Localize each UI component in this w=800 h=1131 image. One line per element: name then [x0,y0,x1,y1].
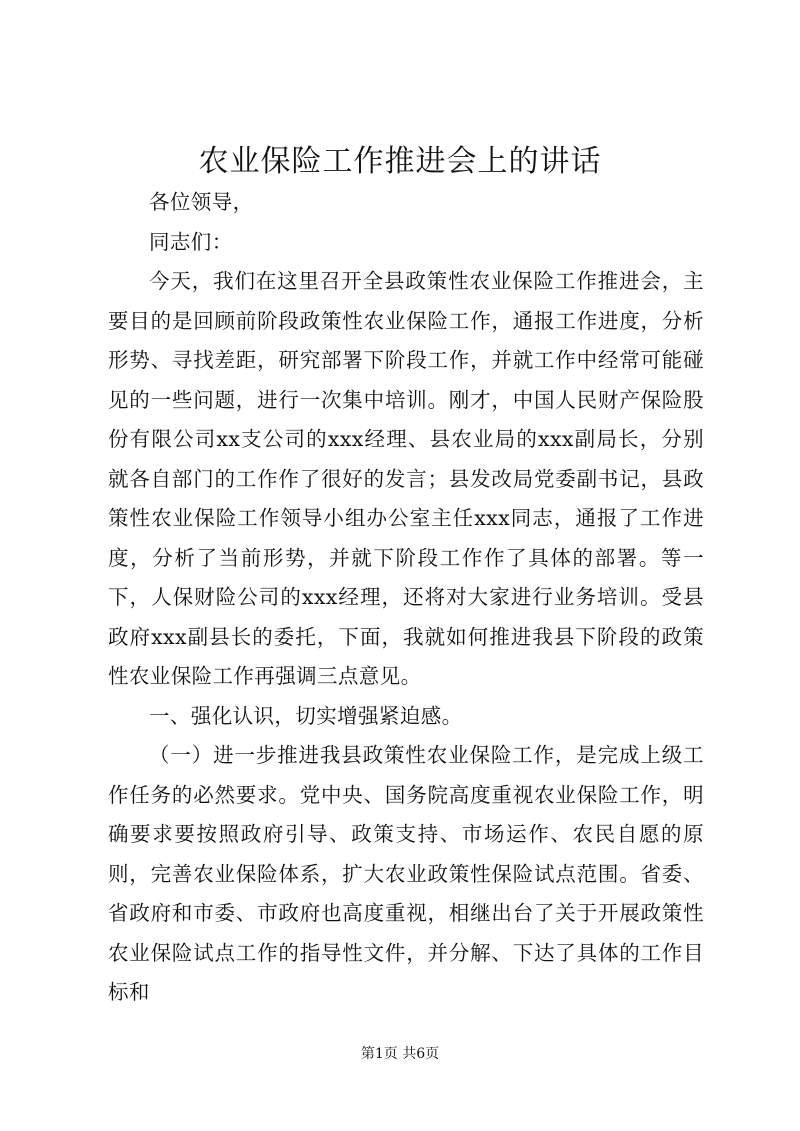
salutation-comrades: 同志们： [149,229,233,254]
section-heading: 一、强化认识，切实增强紧迫感。 [149,703,463,728]
salutation-leaders: 各位领导， [149,190,254,214]
document-body [108,183,704,1013]
page-number-footer: 第1页 共6页 [360,1046,440,1062]
body-paragraph: （一）进一步推进我县政策性农业保险工作，是完成上级工作任务的必然要求。党中央、国务院高度重视农业保险工作，明确要求要按照政府引导、政策支持、市场运作、农民自愿的原则，完善农业保险体系，扩大农业政策性保险试点范围。省委、省政府和市委、市政府也高度重视，相继出台了关于开展政策性农业保险试点工作的指导性文件，并分解、下达了具体的工作目标和 [108,743,704,1004]
body-paragraph: 今天，我们在这里召开全县政策性农业保险工作推进会，主要目的是回顾前阶段政策性农业保险工作，通报工作进度，分析形势、寻找差距，研究部署下阶段工作，并就工作中经常可能碰见的一些问题，进行一次集中培训。刚才，中国人民财产保险股份有限公司xx支公司的xxx经理、县农业局的xxx副局长，分别就各自部门的工作作了很好的发言；县发改局党委副书记，县政策性农业保险工作领导小组办公室主任xxx同志，通报了工作进度，分析了当前形势，并就下阶段工作作了具体的部署。等一下，人保财险公司的xxx经理，还将对大家进行业务培训。受县政府xxx副县长的委托，下面，我就如何推进我县下阶段的政策性农业保险工作再强调三点意见。 [108,269,704,688]
document-title: 农业保险工作推进会上的讲话 [198,144,602,179]
